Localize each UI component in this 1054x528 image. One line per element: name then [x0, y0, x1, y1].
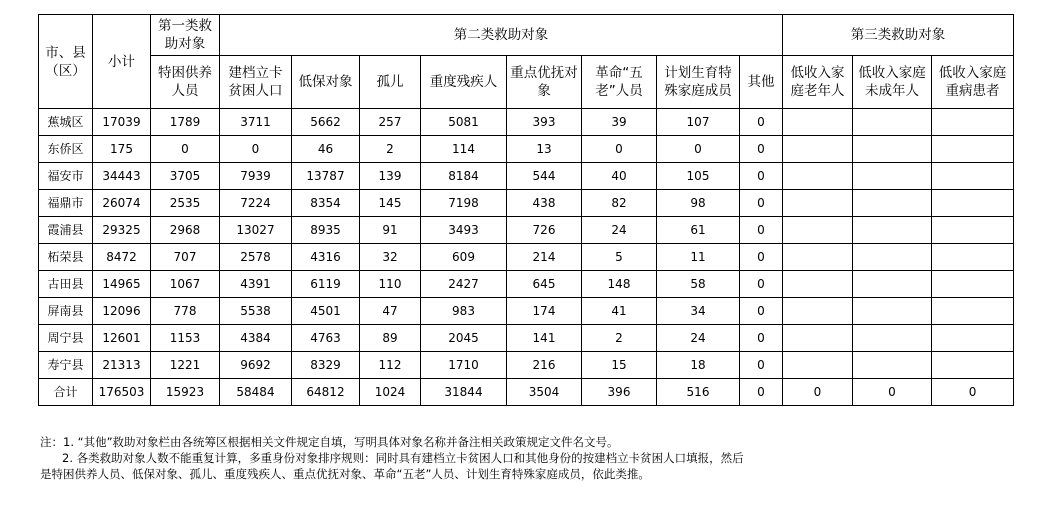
region-cell: 周宁县	[39, 325, 93, 352]
value-cell	[932, 271, 1014, 298]
value-cell: 13787	[292, 163, 360, 190]
value-cell: 4316	[292, 244, 360, 271]
value-cell: 47	[360, 298, 421, 325]
value-cell: 64812	[292, 379, 360, 406]
subtotal-cell: 17039	[93, 109, 151, 136]
note-line-1: 注：1. “其他”救助对象栏由各统筹区根据相关文件规定自填，写明具体对象名称并备注相关政策规定文件名文号。	[40, 435, 619, 449]
header-col: 低收入家庭重病患者	[932, 56, 1014, 109]
value-cell: 0	[853, 379, 932, 406]
value-cell: 89	[360, 325, 421, 352]
value-cell: 34	[657, 298, 740, 325]
value-cell: 40	[582, 163, 657, 190]
value-cell: 1221	[151, 352, 220, 379]
value-cell: 726	[507, 217, 582, 244]
value-cell: 1067	[151, 271, 220, 298]
value-cell: 2968	[151, 217, 220, 244]
value-cell: 8935	[292, 217, 360, 244]
value-cell	[783, 271, 853, 298]
subtotal-cell: 176503	[93, 379, 151, 406]
region-cell: 寿宁县	[39, 352, 93, 379]
value-cell: 0	[657, 136, 740, 163]
value-cell	[932, 136, 1014, 163]
value-cell: 98	[657, 190, 740, 217]
value-cell: 544	[507, 163, 582, 190]
subtotal-cell: 8472	[93, 244, 151, 271]
value-cell: 5538	[220, 298, 292, 325]
value-cell: 0	[740, 109, 783, 136]
value-cell: 110	[360, 271, 421, 298]
value-cell: 3493	[421, 217, 507, 244]
table-row	[39, 325, 1014, 352]
value-cell: 216	[507, 352, 582, 379]
value-cell: 105	[657, 163, 740, 190]
value-cell: 8184	[421, 163, 507, 190]
header-col: 革命“五老”人员	[582, 56, 657, 109]
value-cell: 0	[740, 163, 783, 190]
value-cell: 393	[507, 109, 582, 136]
value-cell	[783, 109, 853, 136]
value-cell: 5081	[421, 109, 507, 136]
value-cell: 516	[657, 379, 740, 406]
header-group-3: 第三类救助对象	[783, 15, 1014, 56]
value-cell	[853, 244, 932, 271]
value-cell: 24	[582, 217, 657, 244]
region-cell: 霞浦县	[39, 217, 93, 244]
value-cell	[932, 163, 1014, 190]
value-cell: 2	[582, 325, 657, 352]
value-cell: 1153	[151, 325, 220, 352]
table-row	[39, 190, 1014, 217]
value-cell	[853, 136, 932, 163]
value-cell: 778	[151, 298, 220, 325]
value-cell: 0	[740, 136, 783, 163]
value-cell	[783, 190, 853, 217]
value-cell: 0	[740, 352, 783, 379]
value-cell: 15	[582, 352, 657, 379]
value-cell: 2045	[421, 325, 507, 352]
value-cell: 1789	[151, 109, 220, 136]
value-cell: 58484	[220, 379, 292, 406]
header-col: 特困供养人员	[151, 56, 220, 109]
value-cell	[853, 109, 932, 136]
value-cell	[932, 298, 1014, 325]
value-cell: 0	[932, 379, 1014, 406]
value-cell: 0	[740, 217, 783, 244]
header-col: 低收入家庭老年人	[783, 56, 853, 109]
subtotal-cell: 29325	[93, 217, 151, 244]
value-cell: 24	[657, 325, 740, 352]
subtotal-cell: 12601	[93, 325, 151, 352]
value-cell: 139	[360, 163, 421, 190]
value-cell: 46	[292, 136, 360, 163]
value-cell: 13027	[220, 217, 292, 244]
value-cell: 8329	[292, 352, 360, 379]
value-cell: 4763	[292, 325, 360, 352]
value-cell: 8354	[292, 190, 360, 217]
value-cell: 11	[657, 244, 740, 271]
value-cell: 707	[151, 244, 220, 271]
value-cell: 1710	[421, 352, 507, 379]
region-cell: 古田县	[39, 271, 93, 298]
subtotal-cell: 26074	[93, 190, 151, 217]
region-cell: 福鼎市	[39, 190, 93, 217]
subtotal-cell: 21313	[93, 352, 151, 379]
value-cell: 7939	[220, 163, 292, 190]
value-cell: 257	[360, 109, 421, 136]
table-row	[39, 136, 1014, 163]
value-cell: 82	[582, 190, 657, 217]
header-col: 低收入家庭未成年人	[853, 56, 932, 109]
value-cell: 91	[360, 217, 421, 244]
table-row	[39, 217, 1014, 244]
value-cell: 0	[151, 136, 220, 163]
value-cell	[853, 217, 932, 244]
value-cell: 0	[740, 325, 783, 352]
value-cell: 2427	[421, 271, 507, 298]
subtotal-cell: 14965	[93, 271, 151, 298]
value-cell: 114	[421, 136, 507, 163]
header-col: 孤儿	[360, 56, 421, 109]
header-col: 建档立卡贫困人口	[220, 56, 292, 109]
region-cell: 柘荣县	[39, 244, 93, 271]
table-row	[39, 352, 1014, 379]
table-row	[39, 163, 1014, 190]
note-line-2: 2. 各类救助对象人数不能重复计算，多重身份对象排序规则：同时具有建档立卡贫困人口和其他身份的按建档立卡贫困人口填报，然后	[62, 451, 744, 465]
value-cell: 174	[507, 298, 582, 325]
value-cell: 13	[507, 136, 582, 163]
value-cell: 1024	[360, 379, 421, 406]
value-cell: 9692	[220, 352, 292, 379]
value-cell: 2578	[220, 244, 292, 271]
header-col: 重度残疾人	[421, 56, 507, 109]
value-cell: 58	[657, 271, 740, 298]
value-cell	[853, 163, 932, 190]
value-cell	[783, 136, 853, 163]
value-cell: 112	[360, 352, 421, 379]
region-cell: 屏南县	[39, 298, 93, 325]
value-cell: 983	[421, 298, 507, 325]
header-group-2: 第二类救助对象	[220, 15, 783, 56]
value-cell: 6119	[292, 271, 360, 298]
value-cell: 2	[360, 136, 421, 163]
value-cell: 0	[740, 379, 783, 406]
value-cell: 2535	[151, 190, 220, 217]
value-cell: 148	[582, 271, 657, 298]
footnotes	[40, 434, 1040, 482]
value-cell: 41	[582, 298, 657, 325]
value-cell	[783, 217, 853, 244]
value-cell: 645	[507, 271, 582, 298]
region-cell: 合计	[39, 379, 93, 406]
value-cell	[783, 352, 853, 379]
value-cell	[853, 352, 932, 379]
value-cell: 3711	[220, 109, 292, 136]
value-cell: 609	[421, 244, 507, 271]
subtotal-cell: 12096	[93, 298, 151, 325]
header-col: 其他	[740, 56, 783, 109]
value-cell: 15923	[151, 379, 220, 406]
value-cell	[783, 298, 853, 325]
table-row	[39, 379, 1014, 406]
value-cell	[932, 109, 1014, 136]
value-cell: 107	[657, 109, 740, 136]
value-cell	[853, 190, 932, 217]
value-cell: 3705	[151, 163, 220, 190]
value-cell: 214	[507, 244, 582, 271]
region-cell: 东侨区	[39, 136, 93, 163]
value-cell	[932, 352, 1014, 379]
table-body	[39, 109, 1014, 406]
value-cell: 145	[360, 190, 421, 217]
value-cell: 0	[783, 379, 853, 406]
header-col: 重点优抚对象	[507, 56, 582, 109]
value-cell: 4384	[220, 325, 292, 352]
value-cell	[932, 244, 1014, 271]
value-cell: 61	[657, 217, 740, 244]
value-cell: 31844	[421, 379, 507, 406]
value-cell	[932, 325, 1014, 352]
value-cell: 0	[740, 190, 783, 217]
header-subtotal: 小计	[93, 15, 151, 109]
value-cell	[853, 271, 932, 298]
region-cell: 福安市	[39, 163, 93, 190]
value-cell	[853, 298, 932, 325]
value-cell: 39	[582, 109, 657, 136]
value-cell	[783, 244, 853, 271]
value-cell: 0	[740, 271, 783, 298]
table-row	[39, 271, 1014, 298]
value-cell: 7198	[421, 190, 507, 217]
table-row	[39, 298, 1014, 325]
value-cell: 5662	[292, 109, 360, 136]
value-cell: 141	[507, 325, 582, 352]
subtotal-cell: 34443	[93, 163, 151, 190]
value-cell: 3504	[507, 379, 582, 406]
header-col: 计划生育特殊家庭成员	[657, 56, 740, 109]
note-line-3: 是特困供养人员、低保对象、孤儿、重度残疾人、重点优抚对象、革命“五老”人员、计划生育特殊家庭成员，依此类推。	[40, 467, 650, 481]
region-cell: 蕉城区	[39, 109, 93, 136]
value-cell	[932, 217, 1014, 244]
table-row	[39, 109, 1014, 136]
value-cell	[783, 163, 853, 190]
value-cell: 0	[740, 298, 783, 325]
value-cell	[783, 325, 853, 352]
header-group-1: 第一类救助对象	[151, 15, 220, 56]
value-cell: 396	[582, 379, 657, 406]
header-region: 市、县（区）	[39, 15, 93, 109]
header-col: 低保对象	[292, 56, 360, 109]
value-cell: 4501	[292, 298, 360, 325]
subtotal-cell: 175	[93, 136, 151, 163]
relief-recipients-table	[38, 14, 1014, 406]
value-cell: 7224	[220, 190, 292, 217]
table-row	[39, 244, 1014, 271]
value-cell: 438	[507, 190, 582, 217]
value-cell: 0	[740, 244, 783, 271]
value-cell: 18	[657, 352, 740, 379]
value-cell: 5	[582, 244, 657, 271]
value-cell: 4391	[220, 271, 292, 298]
value-cell: 0	[582, 136, 657, 163]
value-cell: 32	[360, 244, 421, 271]
value-cell: 0	[220, 136, 292, 163]
value-cell	[853, 325, 932, 352]
value-cell	[932, 190, 1014, 217]
